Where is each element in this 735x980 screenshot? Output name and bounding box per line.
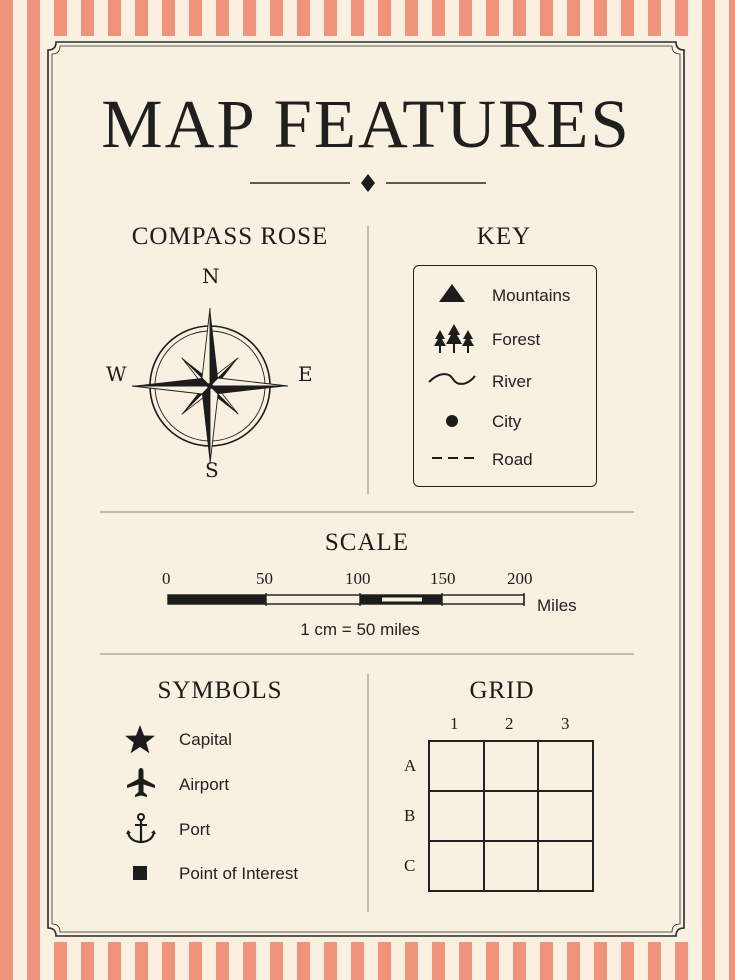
symbol-item-point-of-interest: Point of Interest [179,864,299,883]
scale-unit: Miles [537,596,577,615]
grid-column-label: 2 [505,714,514,733]
triangle-icon [437,282,467,304]
dashed-line-icon [430,455,478,461]
wave-icon [427,370,477,388]
grid-row-label: B [404,806,416,825]
scale-tick-50: 50 [256,569,273,588]
grid-cell [429,841,484,891]
grid-heading: GRID [469,677,535,704]
compass-north-label: N [202,264,220,288]
square-icon [132,865,148,881]
grid-cell [538,841,593,891]
key-item-forest: Forest [492,330,541,349]
scale-ratio: 1 cm = 50 miles [300,620,420,639]
compass-west-label: W [106,362,127,386]
grid-cell [429,741,484,791]
compass-rose-icon [130,306,290,466]
grid-cell [538,791,593,841]
grid-cell [484,791,539,841]
grid-cell [538,741,593,791]
symbol-item-airport: Airport [179,775,230,794]
key-heading: KEY [476,223,532,250]
scale-heading: SCALE [324,529,410,556]
scale-tick-200: 200 [507,569,533,588]
grid-column-label: 1 [450,714,459,733]
grid-row-label: C [404,856,416,875]
page-title: MAP FEATURES [101,86,631,162]
dot-icon [444,413,460,429]
grid-cell [484,741,539,791]
symbol-item-capital: Capital [179,730,232,749]
scale-bar [166,592,528,608]
grid-cell [484,841,539,891]
grid-cell [429,791,484,841]
trees-icon [432,322,476,356]
symbols-heading: SYMBOLS [157,677,283,704]
scale-tick-100: 100 [345,569,371,588]
poster-card [42,36,690,942]
key-item-river: River [492,372,532,391]
compass-south-label: S [205,458,219,482]
key-item-city: City [492,412,522,431]
grid-row-label: A [404,756,417,775]
anchor-icon [124,812,158,846]
key-item-mountains: Mountains [492,286,571,305]
star-icon [124,724,156,754]
reference-grid [428,740,594,892]
compass-east-label: E [298,362,313,386]
compass-heading: COMPASS ROSE [131,223,329,250]
grid-column-label: 3 [561,714,570,733]
airplane-icon [124,766,158,800]
scale-tick-0: 0 [162,569,171,588]
scale-tick-150: 150 [430,569,456,588]
symbol-item-port: Port [179,820,211,839]
key-item-road: Road [492,450,533,469]
